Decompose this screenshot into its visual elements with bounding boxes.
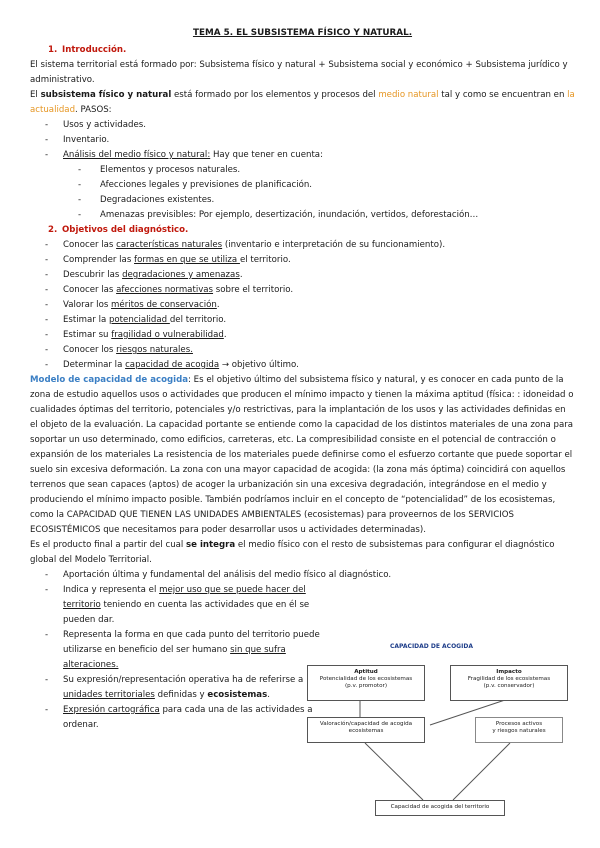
list-item: - Aportación última y fundamental del análisis del medio físico al diagnóstico. xyxy=(30,568,575,583)
list-item: - Usos y actividades. xyxy=(30,118,575,133)
list-item: - Estimar la potencialidad del territorio. xyxy=(30,313,575,328)
subsistema-paragraph: El subsistema físico y natural está formado por los elementos y procesos del medio natural tal y como se encuentran en la actualidad. PASOS: xyxy=(30,90,575,115)
list-item: - Descubrir las degradaciones y amenazas. xyxy=(30,268,575,283)
sub-list-item: - Degradaciones existentes. xyxy=(30,193,575,208)
list-item: - Estimar su fragilidad o vulnerabilidad. xyxy=(30,328,575,343)
list-item: - Comprender las formas en que se utiliza el territorio. xyxy=(30,253,575,268)
list-item: - Valorar los méritos de conservación. xyxy=(30,298,575,313)
modelo-paragraph: Modelo de capacidad de acogida: Es el objetivo último del subsistema físico y natural, y es conocer en cada punto de la zona de estudio aquellos usos o actividades que producen el mínimo impacto y tienen la máxima aptitud (física: : idoneidad o cualidades óptimas del territorio, potenciales y/o restrictivas, para la implantación de los usos y las actividades definidas en el objeto de la evaluación. La capacidad portante se entiende como la capacidad de los distintos materiales de una zona para soportar un uso determinado, como edificios, carreteras, etc. La compresibilidad consiste en el potencial de contracción o expansión de los materiales La resistencia de los materiales puede definirse como el esfuerzo cortante que puede soportar el suelo sin excesiva deformación. La zona con una mayor capacidad de acogida: (la zona más óptima) coincidirá con aquellos terrenos que sean capaces (aptos) de acoger la urbanización sin una excesiva degradación, integrándose en el medio y produciendo el mínimo impacto posible. También podríamos incluir en el concepto de “potencialidad” de los ecosistemas, como la CAPACIDAD QUE TIENEN LAS UNIDADES AMBIENTALES (ecosistemas) para proveernos de los SERVICIOS ECOSISTÉMICOS que necesitamos para poder desarrollar usos u actividades determinadas). xyxy=(30,375,574,535)
connector-line xyxy=(453,743,510,800)
capacidad-acogida-diagram xyxy=(305,635,575,820)
sub-list-item: - Afecciones legales y previsiones de planificación. xyxy=(30,178,575,193)
connector-line xyxy=(365,743,423,800)
objetivos-list xyxy=(30,238,575,373)
list-item: - Conocer las características naturales (inventario e interpretación de su funcionamiento). xyxy=(30,238,575,253)
document-page xyxy=(30,26,575,733)
procesos-box: Procesos activos y riesgos naturales xyxy=(475,717,563,743)
sub-list-item: - Amenazas previsibles: Por ejemplo, desertización, inundación, vertidos, deforestación… xyxy=(30,208,575,223)
list-item: - Inventario. xyxy=(30,133,575,148)
page-title: TEMA 5. EL SUBSISTEMA FÍSICO Y NATURAL. xyxy=(192,28,413,38)
list-item: - Indica y representa el mejor uso que se puede hacer del territorio teniendo en cuenta las actividades que en él se pueden dar. xyxy=(30,583,331,628)
section-heading-objetivos: 2. Objetivos del diagnóstico. xyxy=(48,225,189,235)
list-item: - Análisis del medio físico y natural: Hay que tener en cuenta: xyxy=(30,148,575,163)
list-item: - Representa la forma en que cada punto del territorio puede utilizarse en beneficio del ser humano sin que sufra alteraciones. xyxy=(30,628,331,673)
aptitud-box: Aptitud Potencialidad de los ecosistemas (p.v. promotor) xyxy=(307,665,425,701)
list-item: - Determinar la capacidad de acogida → objetivo último. xyxy=(30,358,575,373)
section-heading-introduccion: 1. Introducción. xyxy=(48,45,127,55)
pasos-list xyxy=(30,118,575,223)
intro-paragraph: El sistema territorial está formado por: Subsistema físico y natural + Subsistema social y económico + Subsistema jurídico y administrativo. xyxy=(30,60,568,85)
sub-list-item: - Elementos y procesos naturales. xyxy=(30,163,575,178)
producto-final-paragraph: Es el producto final a partir del cual se integra el medio físico con el resto de subsistemas para configurar el diagnóstico global del Modelo Territorial. xyxy=(30,540,555,565)
list-item: - Su expresión/representación operativa ha de referirse a unidades territoriales definidas y ecosistemas. xyxy=(30,673,331,703)
diagram-title: CAPACIDAD DE ACOGIDA xyxy=(390,643,473,650)
list-item: - Conocer las afecciones normativas sobre el territorio. xyxy=(30,283,575,298)
impacto-box: Impacto Fragilidad de los ecosistemas (p.v. conservador) xyxy=(450,665,568,701)
list-item: - Conocer los riesgos naturales. xyxy=(30,343,575,358)
capacidad-final-box: Capacidad de acogida del territorio xyxy=(375,800,505,816)
list-item: - Expresión cartográfica para cada una de las actividades a ordenar. xyxy=(30,703,331,733)
valoracion-box: Valoración/capacidad de acogida ecosistemas xyxy=(307,717,425,743)
